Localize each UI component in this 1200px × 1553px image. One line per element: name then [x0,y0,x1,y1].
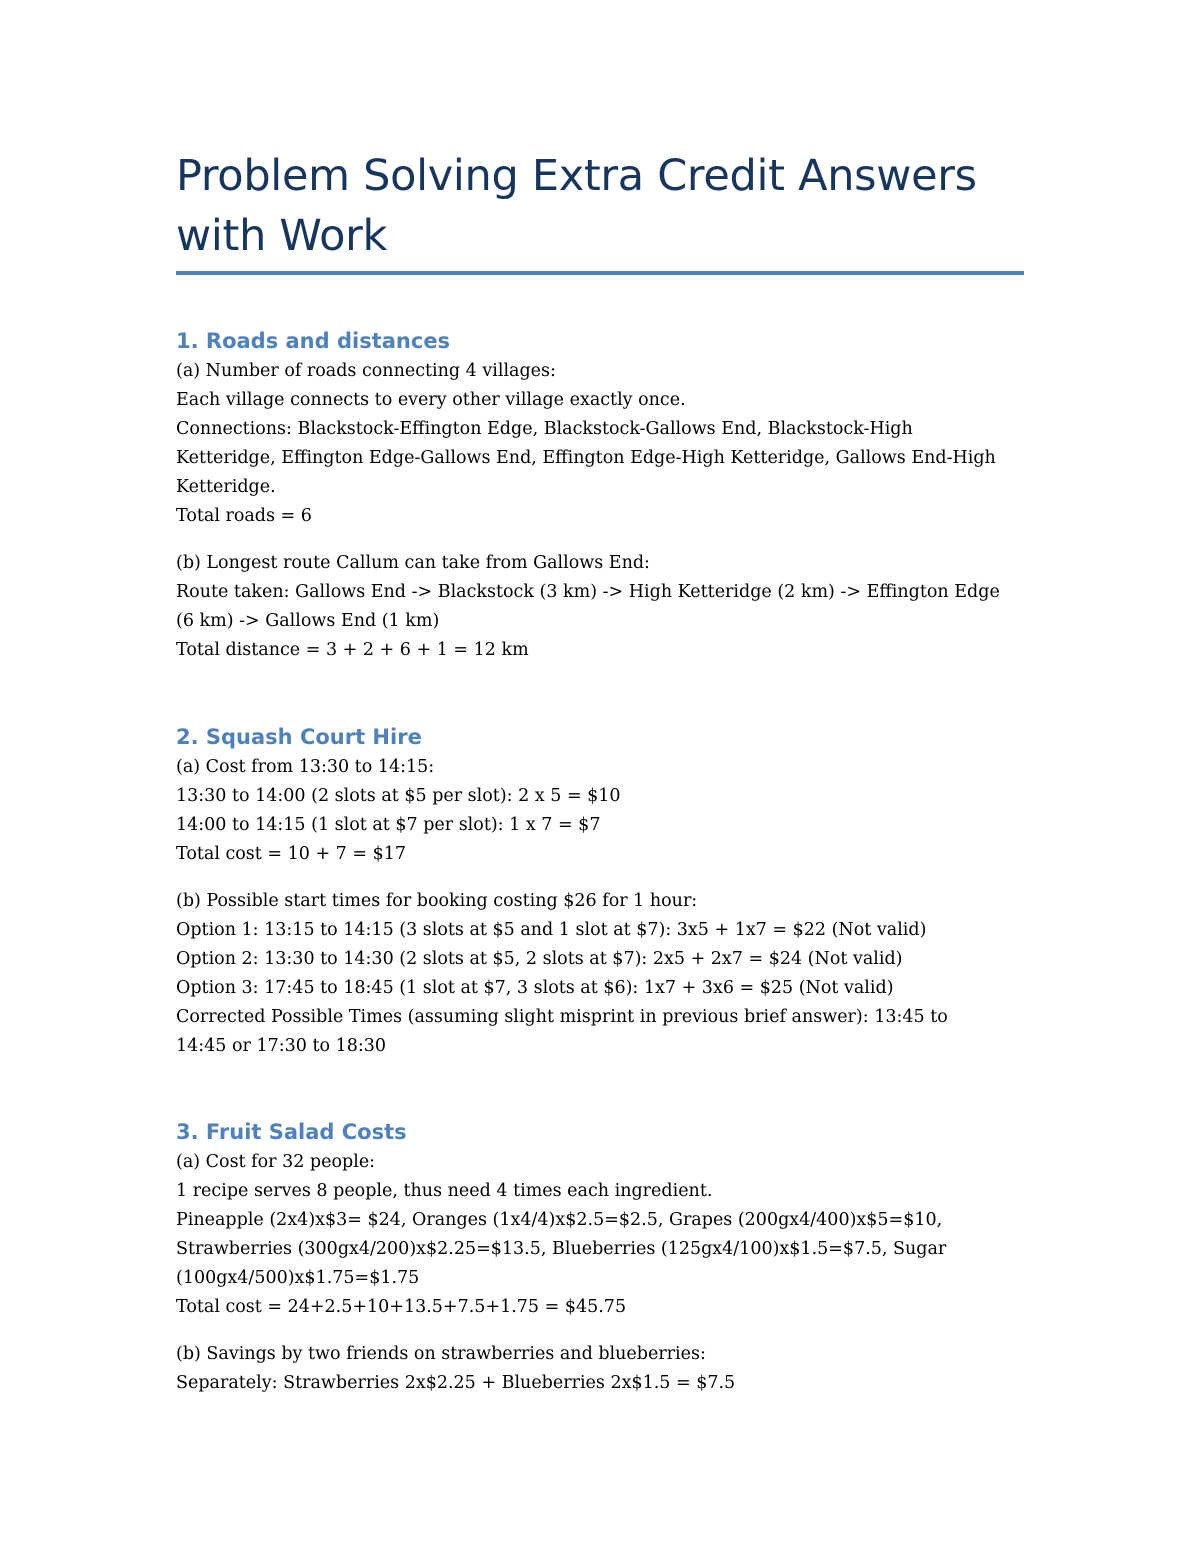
text-line: Total cost = 24+2.5+10+13.5+7.5+1.75 = $45.75 [176,1297,627,1317]
text-line: (100gx4/500)x$1.75=$1.75 [176,1268,420,1288]
section-heading: 1. Roads and distances [176,329,451,353]
text-line: (a) Number of roads connecting 4 villages: [176,361,556,381]
section-heading: 3. Fruit Salad Costs [176,1120,407,1144]
text-line: (6 km) -> Gallows End (1 km) [176,611,440,631]
paragraph-part-b [176,549,1026,665]
title-underline-rule [176,271,1024,275]
document-title-line-1: Problem Solving Extra Credit Answers [176,151,977,201]
text-line: 14:45 or 17:30 to 18:30 [176,1036,387,1056]
document-title [176,146,1026,266]
text-line: (b) Possible start times for booking costing $26 for 1 hour: [176,891,698,911]
section-squash-court-hire [176,721,1026,1079]
section-fruit-salad-costs [176,1116,1026,1416]
text-line: Each village connects to every other village exactly once. [176,390,686,410]
text-line: Option 2: 13:30 to 14:30 (2 slots at $5, 2 slots at $7): 2x5 + 2x7 = $24 (Not valid) [176,949,903,969]
text-line: Corrected Possible Times (assuming slight misprint in previous brief answer): 13:45 to [176,1007,948,1027]
text-line: (a) Cost from 13:30 to 14:15: [176,757,435,777]
text-line: (b) Longest route Callum can take from Gallows End: [176,553,650,573]
text-line: Total distance = 3 + 2 + 6 + 1 = 12 km [176,640,529,660]
paragraph-part-a [176,1148,1026,1322]
text-line: (a) Cost for 32 people: [176,1152,376,1172]
section-roads-and-distances [176,325,1026,683]
text-line: (b) Savings by two friends on strawberries and blueberries: [176,1344,706,1364]
document-title-line-2: with Work [176,211,388,261]
text-line: 13:30 to 14:00 (2 slots at $5 per slot): 2 x 5 = $10 [176,786,621,806]
text-line: Strawberries (300gx4/200)x$2.25=$13.5, Blueberries (125gx4/100)x$1.5=$7.5, Sugar [176,1239,947,1259]
text-line: Connections: Blackstock-Effington Edge, Blackstock-Gallows End, Blackstock-High [176,419,913,439]
text-line: Option 1: 13:15 to 14:15 (3 slots at $5 and 1 slot at $7): 3x5 + 1x7 = $22 (Not valid) [176,920,927,940]
paragraph-part-a [176,753,1026,869]
text-line: Separately: Strawberries 2x$2.25 + Blueberries 2x$1.5 = $7.5 [176,1373,736,1393]
section-heading: 2. Squash Court Hire [176,725,422,749]
paragraph-part-b [176,887,1026,1061]
text-line: Total roads = 6 [176,506,312,526]
text-line: 14:00 to 14:15 (1 slot at $7 per slot): 1 x 7 = $7 [176,815,601,835]
text-line: Pineapple (2x4)x$3= $24, Oranges (1x4/4)x$2.5=$2.5, Grapes (200gx4/400)x$5=$10, [176,1210,943,1230]
paragraph-part-a [176,357,1026,531]
text-line: Total cost = 10 + 7 = $17 [176,844,406,864]
text-line: Route taken: Gallows End -> Blackstock (3 km) -> High Ketteridge (2 km) -> Effington Edge [176,582,1000,602]
text-line: Ketteridge. [176,477,276,497]
text-line: Option 3: 17:45 to 18:45 (1 slot at $7, 3 slots at $6): 1x7 + 3x6 = $25 (Not valid) [176,978,894,998]
text-line: Ketteridge, Effington Edge-Gallows End, Effington Edge-High Ketteridge, Gallows End-High [176,448,996,468]
text-line: 1 recipe serves 8 people, thus need 4 times each ingredient. [176,1181,713,1201]
paragraph-part-b [176,1340,1026,1398]
